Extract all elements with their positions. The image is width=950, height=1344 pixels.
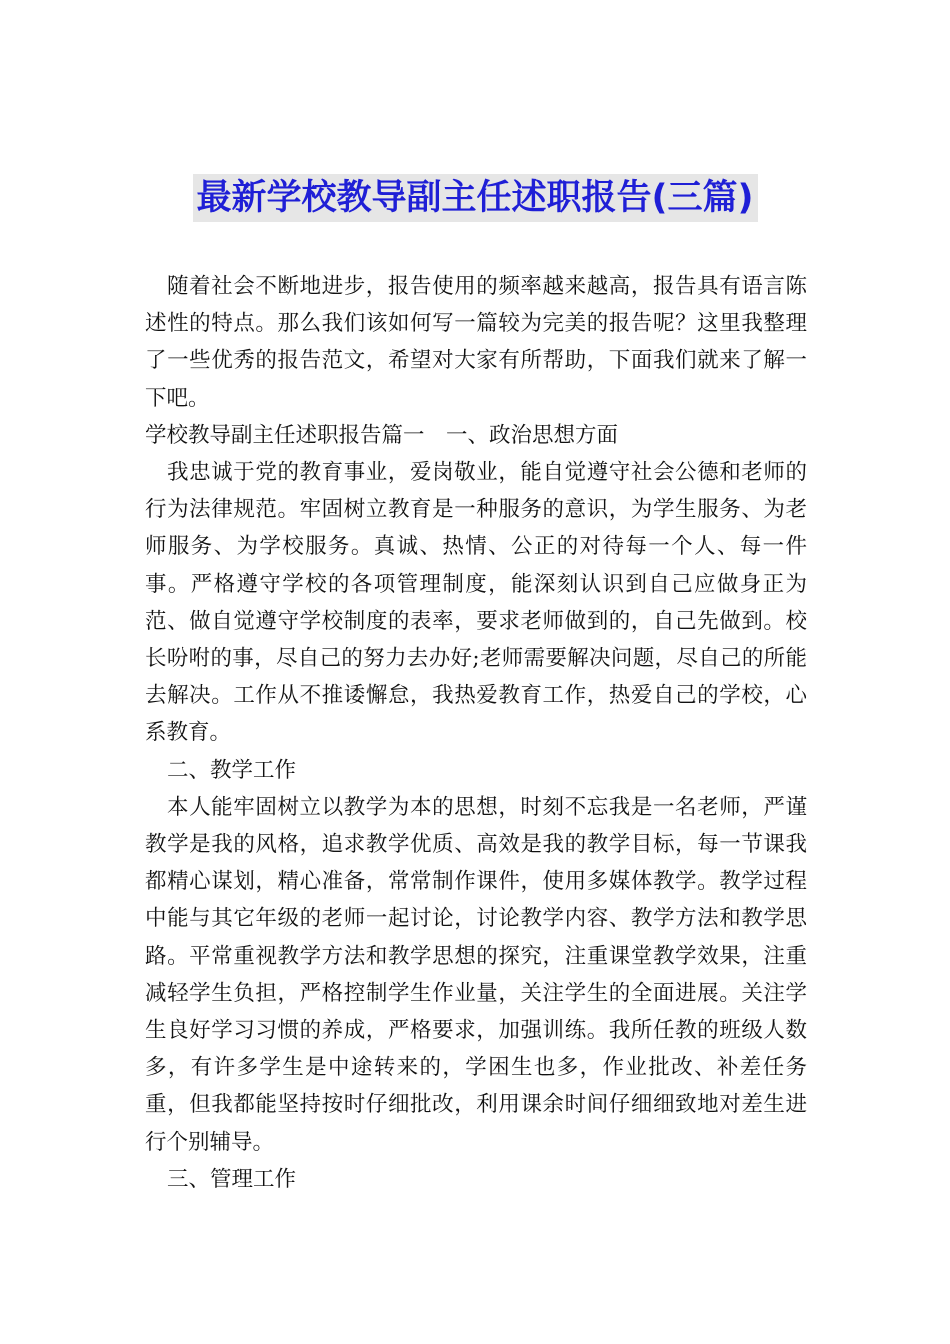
section-heading-1: 学校教导副主任述职报告篇一 一、政治思想方面 <box>145 422 619 448</box>
paragraph-teaching: 本人能牢固树立以教学为本的思想，时刻不忘我是一名老师，严谨教学是我的风格，追求教学优质、高效是我的教学目标，每一节课我都精心谋划，精心准备，常常制作课件，使用多媒体教学。教学过程中能与其它年级的老师一起讨论，讨论教学内容、教学方法和教学思路。平常重视教学方法和教学思想的探究，注重课堂教学效果，注重减轻学生负担，严格控制学生作业量，关注学生的全面进展。关注学生良好学习习惯的养成，严格要求，加强训练。我所任教的班级人数多，有许多学生是中途转来的，学困生也多，作业批改、补差任务重，但我都能坚持按时仔细批改，利用课余时间仔细细致地对差生进行个别辅导。 <box>145 794 807 1155</box>
section-heading-2: 二、教学工作 <box>167 757 297 783</box>
document-title: 最新学校教导副主任述职报告(三篇) <box>193 174 758 222</box>
title-container <box>0 174 950 222</box>
document-body <box>145 268 807 1198</box>
section-heading-3: 三、管理工作 <box>167 1166 297 1192</box>
paragraph-political: 我忠诚于党的教育事业，爱岗敬业，能自觉遵守社会公德和老师的行为法律规范。牢固树立教育是一种服务的意识，为学生服务、为老师服务、为学校服务。真诚、热情、公正的对待每一个人、每一件事。严格遵守学校的各项管理制度，能深刻认识到自己应做身正为范、做自觉遵守学校制度的表率，要求老师做到的，自己先做到。校长吩咐的事，尽自己的努力去办好;老师需要解决问题，尽自己的所能去解决。工作从不推诿懈怠，我热爱教育工作，热爱自己的学校，心系教育。 <box>145 460 807 746</box>
intro-paragraph: 随着社会不断地进步，报告使用的频率越来越高，报告具有语言陈述性的特点。那么我们该如何写一篇较为完美的报告呢？这里我整理了一些优秀的报告范文，希望对大家有所帮助，下面我们就来了解一下吧。 <box>145 274 807 411</box>
